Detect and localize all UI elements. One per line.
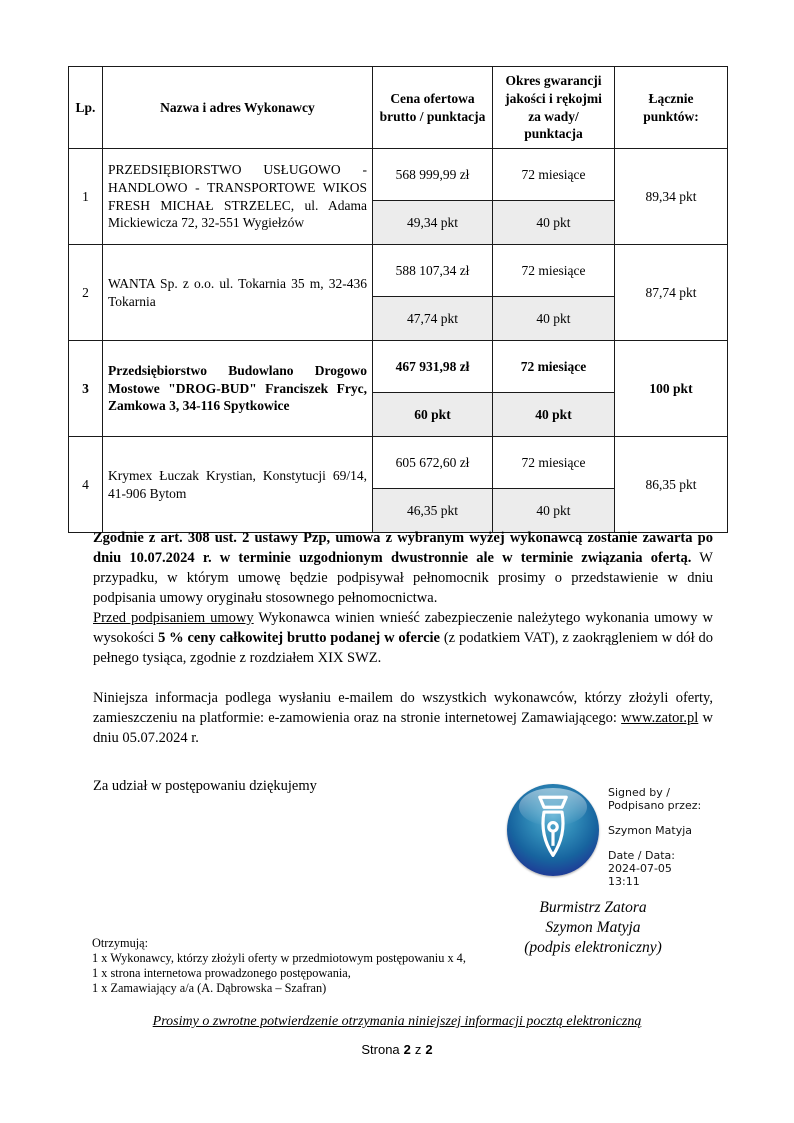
paragraph-thanks: Za udział w postępowaniu dziękujemy [93,778,317,794]
warranty-points: 40 pkt [493,297,615,341]
stamp-signed-by-line1: Signed by / [608,786,670,799]
recipients-list [92,936,466,996]
warranty-points: 40 pkt [493,393,615,437]
row-number: 2 [69,245,103,341]
warranty-points: 40 pkt [493,489,615,533]
stamp-time: 13:11 [608,875,640,888]
price-points: 49,34 pkt [373,201,493,245]
signer-title: Burmistrz Zatora [539,899,647,916]
offer-price: 588 107,34 zł [373,245,493,297]
warranty-period: 72 miesiące [493,341,615,393]
header-warranty: Okres gwarancji jakości i rękojmi za wady/ punktacja [493,67,615,149]
table-header-row [69,67,728,149]
header-price: Cena ofertowa brutto / punktacja [373,67,493,149]
total-points: 87,74 pkt [615,245,728,341]
contractor-name: WANTA Sp. z o.o. ul. Tokarnia 35 m, 32-436 Tokarnia [103,245,373,341]
confirmation-note-text: Prosimy o zwrotne potwierdzenie otrzymania niniejszej informacji pocztą elektroniczną [152,1014,642,1029]
total-points: 89,34 pkt [615,149,728,245]
page-total: 2 [425,1042,433,1057]
signature-type: (podpis elektroniczny) [524,939,662,956]
page-separator: z [414,1042,422,1057]
security-text-end: (z podatkiem VAT), z zaokrągleniem w dół do pełnego tysiąca, zgodnie z rozdziałem XIX SWZ. [93,630,713,666]
publication-text-end: w dniu 05.07.2024 r. [93,710,713,746]
header-contractor: Nazwa i adres Wykonawcy [103,67,373,149]
header-total-points: Łącznie punktów: [615,67,728,149]
paragraph-contract [93,528,713,608]
publication-text: Niniejsza informacja podlega wysłaniu e-mailem do wszystkich wykonawców, którzy złożyli oferty, zamieszczeniu na platformie: e-zamowienia oraz na stronie internetowej Zamawiającego: [93,690,713,726]
contractor-name: Krymex Łuczak Krystian, Konstytucji 69/14, 41-906 Bytom [103,437,373,533]
warranty-period: 72 miesiące [493,437,615,489]
paragraph-security [93,608,713,668]
price-points: 46,35 pkt [373,489,493,533]
stamp-date-label: Date / Data: [608,849,675,862]
signature-block [468,898,718,958]
table-row [69,245,728,297]
contract-bold-text: Zgodnie z art. 308 ust. 2 ustawy Pzp, umowa z wybranym wyżej wykonawcą zostanie zawarta po dniu 10.07.2024 r. w terminie uzgodnionym dwustronnie ale w terminie związania ofertą. [93,530,713,566]
page-current: 2 [403,1042,411,1057]
table-row [69,149,728,201]
stamp-signer-name: Szymon Matyja [608,824,693,837]
total-points: 100 pkt [615,341,728,437]
contract-normal-text: W przypadku, w którym umowę będzie podpisywał pełnomocnik prosimy o przedstawienie w dniu podpisania umowy oryginału stosownego pełnomocnictwa. [93,550,713,606]
row-number: 4 [69,437,103,533]
security-bold-text: 5 % ceny całkowitej brutto podanej w ofercie [158,630,440,646]
warranty-period: 72 miesiące [493,149,615,201]
zator-website-link[interactable]: www.zator.pl [621,710,699,726]
recipient-item: 1 x strona internetowa prowadzonego postępowania, [92,966,351,980]
price-points: 60 pkt [373,393,493,437]
security-text: Wykonawca winien wnieść zabezpieczenie należytego wykonania umowy w wysokości [93,610,713,646]
confirmation-note [0,1014,794,1030]
page-number [0,1042,794,1057]
recipient-item: 1 x Zamawiający a/a (A. Dąbrowska – Szafran) [92,981,327,995]
offer-price: 467 931,98 zł [373,341,493,393]
row-number: 3 [69,341,103,437]
contractor-name: PRZEDSIĘBIORSTWO USŁUGOWO - HANDLOWO - TRANSPORTOWE WIKOS FRESH MICHAŁ STRZELEC, ul. Adama Mickiewicza 72, 32-551 Wygiełzów [103,149,373,245]
paragraph-publication [93,688,713,748]
stamp-text [608,784,701,888]
price-points: 47,74 pkt [373,297,493,341]
header-lp: Lp. [69,67,103,149]
table-row [69,437,728,489]
signature-stamp [507,784,701,888]
recipients-title: Otrzymują: [92,936,149,950]
body-text [93,528,713,796]
stamp-date: 2024-07-05 [608,862,672,875]
security-underlined-text: Przed podpisaniem umowy [93,610,254,626]
offer-price: 605 672,60 zł [373,437,493,489]
offers-table [68,66,728,533]
table-row [69,341,728,393]
warranty-points: 40 pkt [493,201,615,245]
warranty-period: 72 miesiące [493,245,615,297]
recipient-item: 1 x Wykonawcy, którzy złożyli oferty w przedmiotowym postępowaniu x 4, [92,951,466,965]
offer-price: 568 999,99 zł [373,149,493,201]
signer-name: Szymon Matyja [545,919,641,936]
stamp-signed-by-line2: Podpisano przez: [608,799,702,812]
contractor-name: Przedsiębiorstwo Budowlano Drogowo Mostowe "DROG-BUD" Franciszek Fryc, Zamkowa 3, 34-116 Spytkowice [103,341,373,437]
page-label: Strona [361,1042,400,1057]
total-points: 86,35 pkt [615,437,728,533]
pen-nib-icon [507,784,599,876]
row-number: 1 [69,149,103,245]
